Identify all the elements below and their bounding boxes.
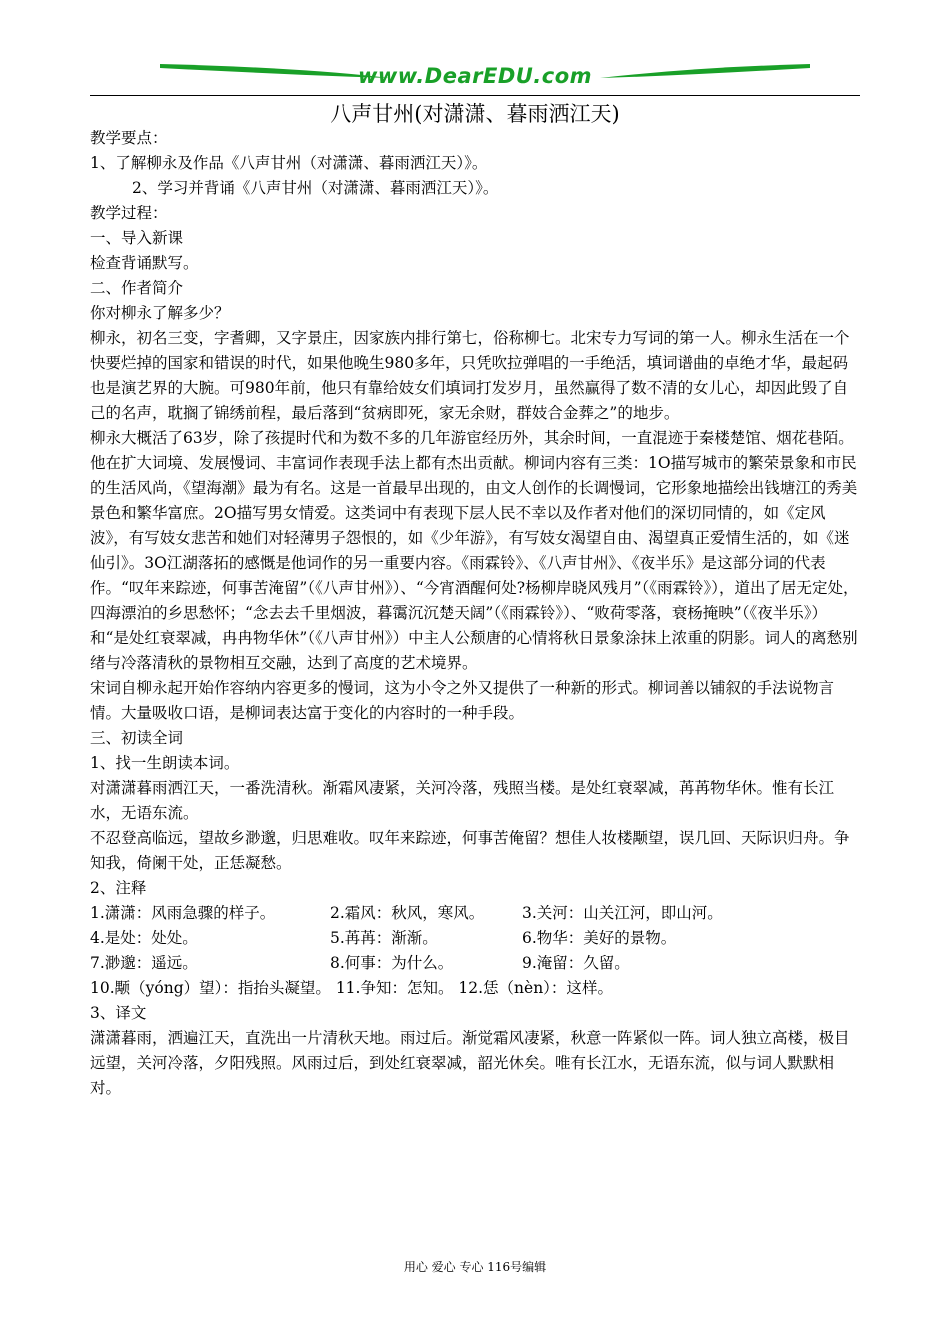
poem-stanza: 对潇潇暮雨洒江天，一番洗清秋。渐霜风凄紧，关河冷落，残照当楼。是处红衰翠减，苒苒物华休。惟有长江水，无语东流。 [90,779,835,822]
note-item: 5.苒苒：渐渐。 [330,929,438,947]
paragraph: 宋词自柳永起开始作容纳内容更多的慢词，这为小令之外又提供了一种新的形式。柳词善以铺叙的手法说物言情。大量吸收口语，是柳词表达富于变化的内容时的一种手段。 [90,679,835,722]
notes-row [90,926,862,951]
note-item: 6.物华：美好的景物。 [522,929,677,947]
translation-paragraph: 潇潇暮雨，洒遍江天，直洗出一片清秋天地。雨过后。渐觉霜风凄紧，秋意一阵紧似一阵。词人独立高楼，极目远望，关河冷落，夕阳残照。风雨过后，到处红衰翠减，韶光休矣。唯有长江水，无语东流，似与词人默默相对。 [90,1029,850,1097]
note-item: 9.淹留：久留。 [522,954,630,972]
section-heading: 2、注释 [90,879,147,897]
note-item: 7.渺邈：遥远。 [90,954,198,972]
paragraph: 检查背诵默写。 [90,254,199,272]
note-item: 1.潇潇：风雨急骤的样子。 [90,904,276,922]
note-item: 2.霜风：秋风，寒风。 [330,904,485,922]
notes-row [90,951,862,976]
paragraph: 他在扩大词境、发展慢词、丰富词作表现手法上都有杰出贡献。柳词内容有三类：1O描写城市的繁荣景象和市民的生活风尚，《望海潮》最为有名。这是一首最早出现的，由文人创作的长调慢词，它形象地描绘出钱塘江的秀美景色和繁华富庶。2O描写男女情爱。这类词中有表现下层人民不幸以及作者对他们的深切同情的，如《定风波》，有写妓女悲苦和她们对轻薄男子怨恨的，如《少年游》，有写妓女渴望自由、渴望真正爱情生活的，如《迷仙引》。3O江湖落拓的感慨是他词作的另一重要内容。《雨霖铃》、《八声甘州》、《夜半乐》是这部分词的代表作。“叹年来踪迹，何事苦淹留”（《八声甘州》）、“今宵酒醒何处?杨柳岸晓风残月”（《雨霖铃》），道出了居无定处，四海漂泊的乡思愁怀；“念去去千里烟波，暮霭沉沉楚天阔”（《雨霖铃》）、“败荷零落，衰杨掩映”（《夜半乐》）和“是处红衰翠减，冉冉物华休”（《八声甘州》）中主人公颓唐的心情将秋日景象涂抹上浓重的阴影。词人的离愁别绪与冷落清秋的景物相互交融，达到了高度的艺术境界。 [90,454,859,672]
site-header-banner [90,58,860,98]
teaching-point: 1、了解柳永及作品《八声甘州（对潇潇、暮雨洒江天）》。 [90,154,488,172]
teaching-point: 2、学习并背诵《八声甘州（对潇潇、暮雨洒江天）》。 [132,179,499,197]
header-divider [90,95,860,96]
page-title: 八声甘州(对潇潇、暮雨洒江天) [330,102,620,126]
site-brand-logo[interactable]: www.DearEDU.com [357,64,593,88]
poem-stanza: 不忍登高临远，望故乡渺邈，归思难收。叹年来踪迹，何事苦俺留？想佳人妆楼颙望，误几回、天际识归舟。争知我，倚阑干处，正恁凝愁。 [90,829,850,872]
section-heading: 二、作者简介 [90,279,184,297]
note-item: 8.何事：为什么。 [330,954,454,972]
page-footer: 用心 爱心 专心 116号编辑 [403,1260,547,1274]
note-item: 4.是处：处处。 [90,929,198,947]
paragraph: 柳永，初名三变，字耆卿，又字景庄，因家族内排行第七，俗称柳七。北宋专力写词的第一人。柳永生活在一个快要烂掉的国家和错误的时代，如果他晚生980多年，只凭吹拉弹唱的一手绝活，填词谱曲的卓绝才华，最起码也是演艺界的大腕。可980年前，他只有靠给妓女们填词打发岁月，虽然赢得了数不清的女儿心，却因此毁了自己的名声，耽搁了锦绣前程，最后落到“贫病即死，家无余财，群妓合金葬之”的地步。 [90,329,850,422]
paragraph: 柳永大概活了63岁，除了孩提时代和为数不多的几年游宦经历外，其余时间，一直混迹于秦楼楚馆、烟花巷陌。 [90,429,854,447]
section-heading: 教学过程： [90,204,168,222]
paragraph: 你对柳永了解多少？ [90,304,230,322]
note-item: 3.关河：山关江河，即山河。 [522,904,723,922]
note-line: 10.颙（yóng）望）：指抬头凝望。 11.争知：怎知。 12.恁（nèn）：这样。 [90,979,613,997]
section-heading: 教学要点： [90,129,168,147]
document-body [90,126,862,1101]
section-heading: 一、导入新课 [90,229,184,247]
section-heading: 三、初读全词 [90,729,184,747]
paragraph: 1、找一生朗读本词。 [90,754,240,772]
notes-row [90,901,862,926]
section-heading: 3、译文 [90,1004,147,1022]
